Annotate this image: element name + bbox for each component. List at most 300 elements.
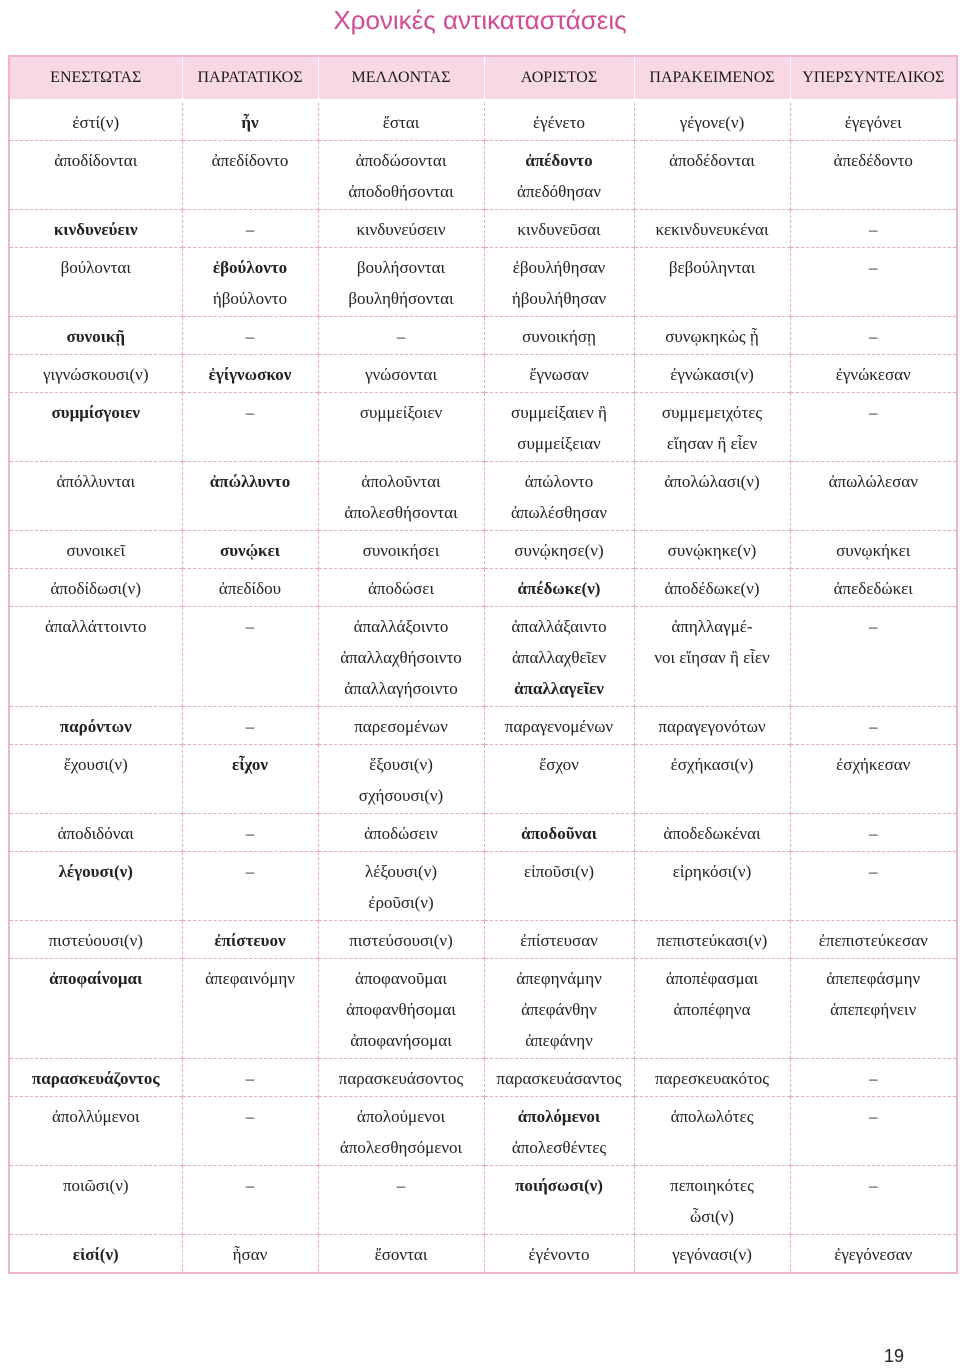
table-row [10,462,956,531]
table-row [10,317,956,355]
cell-text: – [869,824,878,843]
cell-text: ἀπαλλάττοιντο [44,617,147,636]
cell-text: ἐγνώκασι(ν) [670,365,754,384]
table-cell [634,607,790,707]
cell-text: πεποιηκότες [670,1176,754,1195]
table-row [10,707,956,745]
table-cell [10,814,182,852]
header-aorist: ΑΟΡΙΣΤΟΣ [484,57,634,101]
cell-text: βουλήσονται [356,258,446,277]
cell-text: ἕξουσι(ν) [369,755,433,774]
cell-text: ἀποδίδωσι(ν) [50,579,142,598]
table-cell [634,317,790,355]
cell-text: παρεσκευακότος [654,1069,770,1088]
table-cell [318,959,484,1059]
cell-text: ἀπαλλάξοιντο [353,617,449,636]
cell-text: παρασκευάσοντος [338,1069,464,1088]
table-row [10,959,956,1059]
table-cell [182,569,318,607]
table-cell [484,531,634,569]
table-cell [634,355,790,393]
table-cell [790,393,956,462]
cell-text: παραγενομένων [504,717,614,736]
cell-text: ἀπολεσθήσονται [344,503,458,522]
table-cell [634,921,790,959]
cell-text: – [869,327,878,346]
table-cell [318,462,484,531]
table-cell [10,101,182,141]
cell-text: ἀπολωλότες [670,1107,754,1126]
table-row [10,745,956,814]
table-cell [484,959,634,1059]
table-cell [790,607,956,707]
table-cell [790,569,956,607]
cell-text: κινδυνεύειν [53,220,138,239]
cell-text: ἐγεγόνεσαν [834,1245,913,1264]
table-cell [10,141,182,210]
table-cell [790,745,956,814]
table-cell [10,1059,182,1097]
header-future: ΜΕΛΛΟΝΤΑΣ [318,57,484,101]
table-cell [790,959,956,1059]
cell-text: ἀπολλύμενοι [51,1107,140,1126]
cell-text: – [245,617,255,636]
cell-text: ἀπαλλαγεῖεν [514,679,604,698]
table-cell [182,852,318,921]
cell-text: – [245,717,255,736]
cell-text: ἀπολούμενοι [356,1107,446,1126]
cell-text: παρόντων [59,717,132,736]
table-cell [10,531,182,569]
cell-text: παρασκευάσαντος [496,1069,622,1088]
cell-text: ἐπίστευσαν [520,931,598,950]
table-cell [318,1235,484,1273]
table-cell [182,210,318,248]
table-cell [634,141,790,210]
cell-text: γιγνώσκουσι(ν) [43,365,149,384]
table-cell [634,210,790,248]
cell-text: ἐβουλήθησαν [512,258,606,277]
table-cell [10,462,182,531]
cell-text: – [869,862,878,881]
cell-text: ἠβούλοντο [212,289,288,308]
cell-text: ἐπεπιστεύκεσαν [818,931,928,950]
cell-text: – [245,327,255,346]
cell-text: ἀπηλλαγμέ- [671,617,753,636]
cell-text: ἀπεδεδώκει [833,579,913,598]
table-cell [484,607,634,707]
cell-text: ἀποδεδωκέναι [663,824,761,843]
table-cell [484,852,634,921]
table-cell [790,707,956,745]
cell-text: ἀπεφαινόμην [205,969,295,988]
cell-text: ἐβούλοντο [212,258,288,277]
table-cell [182,393,318,462]
table-cell [484,141,634,210]
table-row [10,607,956,707]
cell-text: ἀποδώσονται [355,151,447,170]
table-cell [634,569,790,607]
table-cell [318,921,484,959]
table-cell [318,141,484,210]
cell-text: – [869,717,878,736]
table-cell [10,921,182,959]
table-cell [318,1097,484,1166]
table-cell [790,1059,956,1097]
table-cell [182,1166,318,1235]
table-cell [182,101,318,141]
cell-text: ἀπεδίδου [218,579,282,598]
cell-text: ἀπολώλασι(ν) [664,472,760,491]
table-cell [10,393,182,462]
cell-text: ἐγένετο [533,113,585,132]
table-cell [182,1097,318,1166]
table-row [10,1166,956,1235]
table-row [10,569,956,607]
cell-text: ἀπεπεφάσμην [826,969,921,988]
table-cell [790,317,956,355]
table-cell [484,1097,634,1166]
table-cell [484,462,634,531]
header-perfect: ΠΑΡΑΚΕΙΜΕΝΟΣ [634,57,790,101]
table-cell [484,1166,634,1235]
cell-text: – [245,1069,255,1088]
table-cell [10,355,182,393]
cell-text: – [245,1107,255,1126]
table-cell [484,1235,634,1273]
cell-text: γεγόνασι(ν) [672,1245,752,1264]
cell-text: ἐστί(ν) [72,113,120,132]
table-cell [484,355,634,393]
cell-text: ὦσι(ν) [690,1207,734,1226]
cell-text: ἀπεδίδοντο [211,151,289,170]
cell-text: – [245,220,255,239]
table-cell [790,248,956,317]
cell-text: συνῴκησε(ν) [514,541,604,560]
table-cell [10,317,182,355]
cell-text: σχήσουσι(ν) [358,786,444,805]
cell-text: – [869,1107,878,1126]
table-cell [484,101,634,141]
cell-text: ἀπαλλαχθήσοιντο [340,648,462,667]
table-cell [182,745,318,814]
table-cell [10,569,182,607]
cell-text: – [245,403,255,422]
table-cell [790,355,956,393]
table-cell [484,248,634,317]
table-cell [790,1166,956,1235]
cell-text: ἐσχήκασι(ν) [670,755,754,774]
table-cell [634,1166,790,1235]
page-title: Χρονικές αντικαταστάσεις [333,5,627,35]
table-cell [318,852,484,921]
cell-text: συνῴκηκε(ν) [667,541,757,560]
table-cell [484,317,634,355]
cell-text: ἀπεδόθησαν [517,182,601,201]
table-row [10,210,956,248]
table-cell [182,355,318,393]
table-cell [182,607,318,707]
page-number: 19 [883,1346,904,1366]
table-cell [182,959,318,1059]
cell-text: ἀποδέδωκε(ν) [664,579,760,598]
cell-text: – [869,1176,878,1195]
cell-text: ἀπολεσθέντες [511,1138,607,1157]
cell-text: ἀπεφάνθην [521,1000,597,1019]
table-cell [790,210,956,248]
table-cell [318,210,484,248]
cell-text: βούλονται [60,258,131,277]
cell-text: γνώσονται [364,365,438,384]
table-cell [634,393,790,462]
header-row [10,57,956,101]
cell-text: ἦσαν [232,1245,268,1264]
table-cell [10,959,182,1059]
cell-text: συνῳκήκει [836,541,911,560]
table-cell [484,1059,634,1097]
table-cell [318,745,484,814]
table-cell [484,745,634,814]
cell-text: ἔσται [382,113,420,132]
table-cell [790,921,956,959]
table-cell [10,607,182,707]
cell-text: συνοικήσῃ [522,327,596,346]
table-cell [182,317,318,355]
cell-text: ἀπεφηνάμην [516,969,602,988]
table-row [10,814,956,852]
cell-text: λέγουσι(ν) [58,862,133,881]
cell-text: ἔσχον [539,755,579,774]
cell-text: ἀποπέφασμαι [665,969,759,988]
cell-text: συνοικεῖ [66,541,126,560]
table-cell [484,814,634,852]
table-cell [634,462,790,531]
table-row [10,531,956,569]
cell-text: συμμεμειχότες [661,403,763,422]
table-row [10,921,956,959]
cell-text: εἰποῦσι(ν) [524,862,594,881]
table-cell [790,141,956,210]
cell-text: ἀποπέφηνα [673,1000,751,1019]
cell-text: ἐσχήκεσαν [836,755,911,774]
cell-text: συμμείξαιεν ἢ [511,403,607,422]
table-cell [10,1235,182,1273]
cell-text: ἐγεγόνει [844,113,902,132]
table-cell [790,1235,956,1273]
table-cell [634,707,790,745]
table-cell [182,1235,318,1273]
cell-text: πιστεύουσι(ν) [48,931,143,950]
cell-text: ἀποδίδονται [54,151,138,170]
table-body [10,101,956,1272]
cell-text: συνῴκει [219,541,281,560]
cell-text: κινδυνεῦσαι [517,220,601,239]
cell-text: ἀποφανήσομαι [350,1031,452,1050]
table-cell [484,393,634,462]
table-cell [182,814,318,852]
table-header [10,57,956,101]
table-cell [318,248,484,317]
table-cell [634,101,790,141]
table-cell [790,101,956,141]
cell-text: ἐγένοντο [528,1245,590,1264]
table-cell [182,462,318,531]
cell-text: ἀποδέδονται [669,151,755,170]
tense-table [10,57,956,1272]
cell-text: ἔχουσι(ν) [63,755,128,774]
cell-text: βουληθήσονται [348,289,454,308]
table-cell [790,462,956,531]
header-pluperfect: ΥΠΕΡΣΥΝΤΕΛΙΚΟΣ [790,57,956,101]
table-row [10,101,956,141]
table-cell [634,814,790,852]
table-cell [318,101,484,141]
cell-text: ἀποφαίνομαι [49,969,143,988]
table-cell [634,1059,790,1097]
table-cell [318,607,484,707]
cell-text: – [245,862,255,881]
table-cell [182,921,318,959]
table-cell [634,531,790,569]
table-row [10,248,956,317]
cell-text: – [869,1069,878,1088]
cell-text: συμμείξοιεν [359,403,443,422]
table-cell [10,248,182,317]
cell-text: ἔγνωσαν [529,365,589,384]
cell-text: – [245,824,255,843]
table-cell [182,141,318,210]
cell-text: ἀπαλλαγήσοιντο [344,679,458,698]
table-cell [484,569,634,607]
tense-table-container [8,55,958,1274]
table-row [10,1097,956,1166]
cell-text: βεβούληνται [668,258,756,277]
cell-text: ἀποδοῦναι [521,824,597,843]
table-cell [10,1166,182,1235]
table-cell [634,852,790,921]
cell-text: συνῳκηκὼς ᾖ [665,327,759,346]
table-cell [10,1097,182,1166]
cell-text: – [869,617,878,636]
cell-text: κεκινδυνευκέναι [655,220,769,239]
cell-text: ἐγίγνωσκον [208,365,292,384]
cell-text: παραγεγονότων [658,717,766,736]
table-cell [484,210,634,248]
table-cell [318,814,484,852]
table-row [10,141,956,210]
table-row [10,355,956,393]
cell-text: ἀπολόμενοι [517,1107,601,1126]
cell-text: κινδυνεύσειν [356,220,446,239]
cell-text: ἀπαλλαχθεῖεν [511,648,606,667]
cell-text: ἀπωλέσθησαν [510,503,607,522]
table-cell [10,745,182,814]
table-row [10,393,956,462]
table-cell [182,1059,318,1097]
cell-text: – [245,1176,255,1195]
cell-text: ἀποφανθήσομαι [346,1000,456,1019]
table-cell [634,248,790,317]
table-cell [790,852,956,921]
cell-text: ἀποδώσει [367,579,435,598]
header-imperfect: ΠΑΡΑΤΑΤΙΚΟΣ [182,57,318,101]
cell-text: – [396,327,406,346]
table-cell [318,1059,484,1097]
table-cell [634,1097,790,1166]
cell-text: εἶχον [232,755,268,774]
cell-text: ἀπεπεφήνειν [830,1000,917,1019]
table-cell [790,1097,956,1166]
cell-text: πιστεύσουσι(ν) [349,931,453,950]
table-cell [634,745,790,814]
cell-text: ἐγνώκεσαν [835,365,911,384]
cell-text: – [869,220,878,239]
cell-text: – [869,403,878,422]
cell-text: πεπιστεύκασι(ν) [656,931,768,950]
table-cell [318,531,484,569]
table-cell [10,852,182,921]
table-cell [318,1166,484,1235]
header-present: ΕΝΕΣΤΩΤΑΣ [10,57,182,101]
table-cell [484,921,634,959]
cell-text: γέγονε(ν) [679,113,745,132]
cell-text: ἀποφανοῦμαι [355,969,447,988]
table-cell [10,707,182,745]
cell-text: εἰσί(ν) [72,1245,119,1264]
table-cell [182,707,318,745]
cell-text: ἀποδιδόναι [57,824,134,843]
cell-text: ἀποδώσειν [364,824,438,843]
cell-text: παρασκευάζοντος [31,1069,160,1088]
cell-text: συμμείξειαν [517,434,601,453]
cell-text: ἀπόλλυνται [56,472,136,491]
table-row [10,1235,956,1273]
table-row [10,852,956,921]
cell-text: λέξουσι(ν) [365,862,437,881]
cell-text: ἀπέδωκε(ν) [517,579,601,598]
cell-text: ἐροῦσι(ν) [368,893,434,912]
cell-text: ἀπέδοντο [525,151,593,170]
table-cell [10,210,182,248]
cell-text: ἠβουλήθησαν [511,289,607,308]
table-cell [790,814,956,852]
cell-text: ἀπώλοντο [524,472,594,491]
table-cell [182,248,318,317]
table-cell [634,959,790,1059]
cell-text: – [396,1176,406,1195]
cell-text: νοι εἴησαν ἢ εἶεν [654,648,770,667]
table-cell [318,707,484,745]
table-cell [790,531,956,569]
table-row [10,1059,956,1097]
table-cell [318,393,484,462]
table-cell [318,317,484,355]
cell-text: συμμίσγοιεν [51,403,140,422]
table-cell [318,569,484,607]
cell-text: συνοικῇ [66,327,126,346]
cell-text: εἰρηκόσι(ν) [672,862,752,881]
cell-text: ἀπολοῦνται [361,472,441,491]
cell-text: ἀπολεσθησόμενοι [339,1138,463,1157]
table-cell [318,355,484,393]
cell-text: ἐπίστευον [214,931,286,950]
table-cell [182,531,318,569]
cell-text: ἀποδοθήσονται [348,182,454,201]
cell-text: ποιήσωσι(ν) [515,1176,603,1195]
cell-text: ἀπαλλάξαιντο [511,617,607,636]
cell-text: ἀπώλλυντο [209,472,291,491]
cell-text: ποιῶσι(ν) [62,1176,129,1195]
